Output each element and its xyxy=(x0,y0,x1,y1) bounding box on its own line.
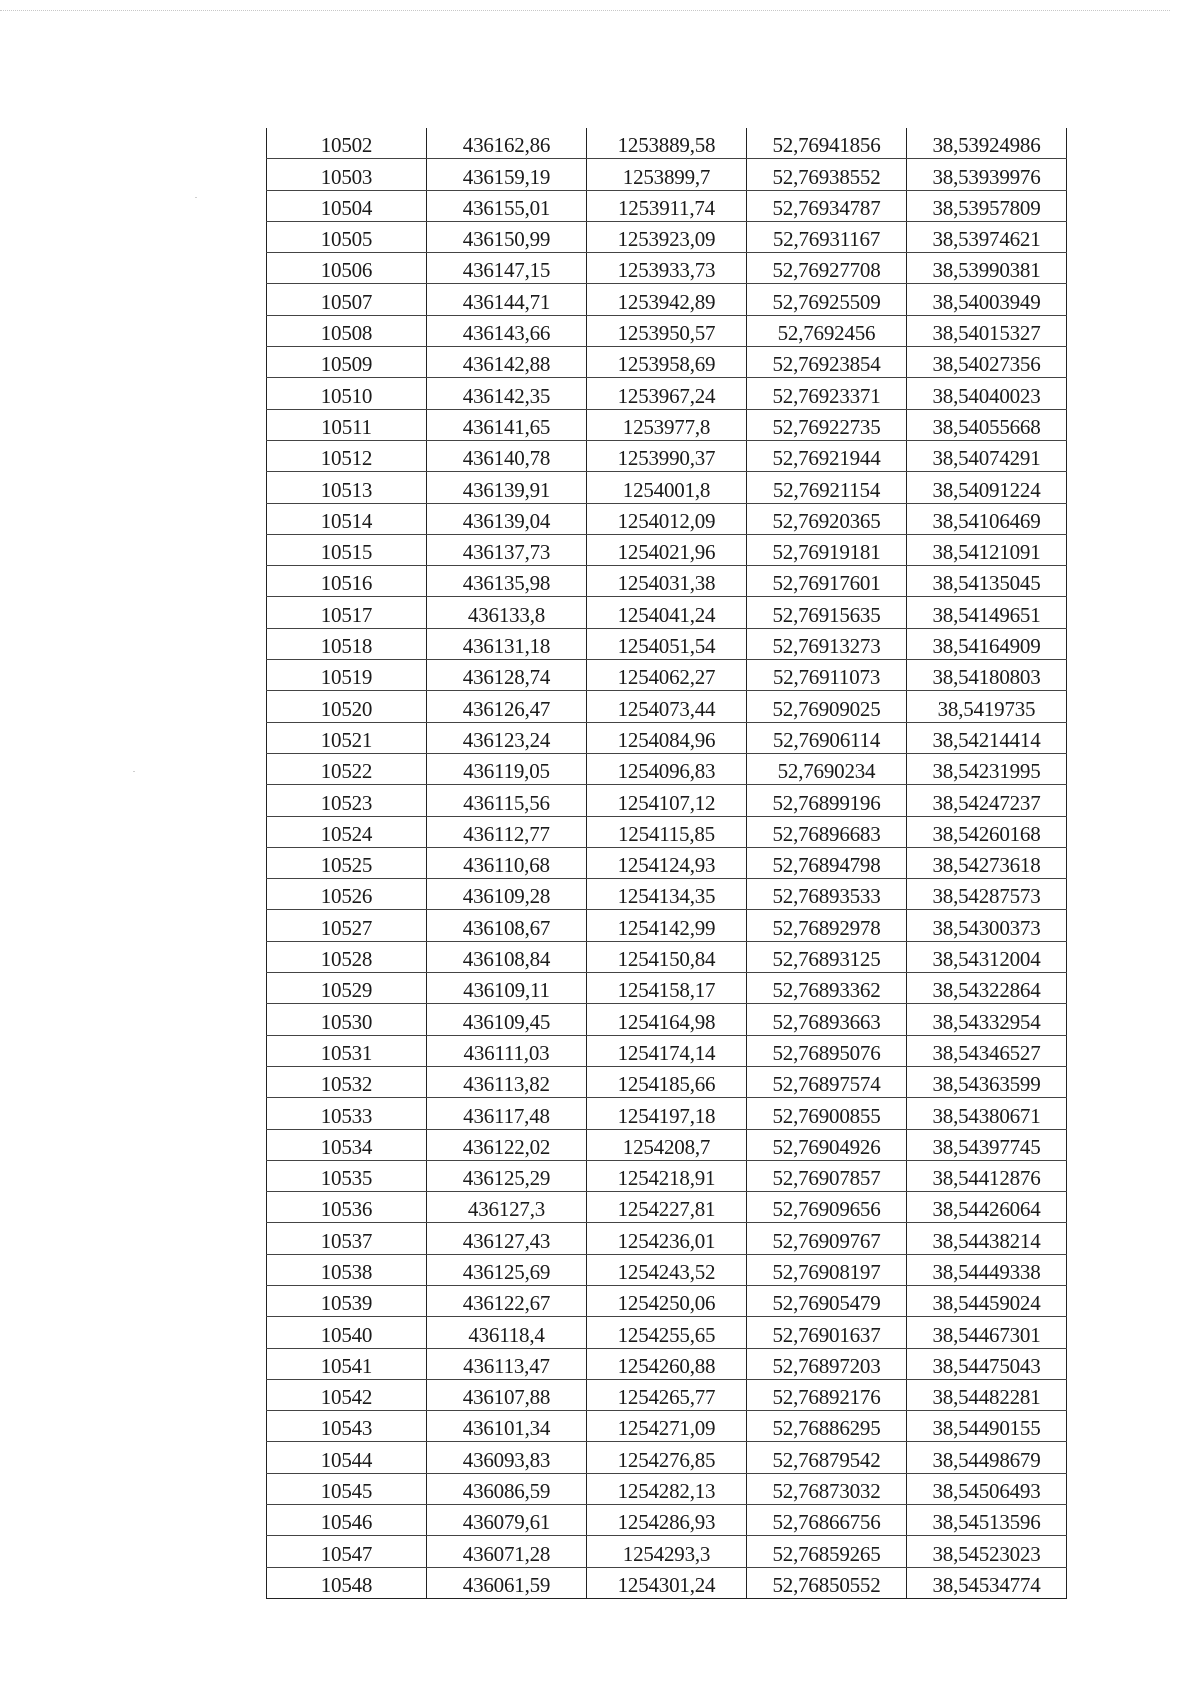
latitude-cell: 52,76892176 xyxy=(747,1379,907,1410)
latitude-cell: 52,76927708 xyxy=(747,253,907,284)
y-coordinate-cell: 1253889,58 xyxy=(587,128,747,159)
y-coordinate-cell: 1254031,38 xyxy=(587,566,747,597)
point-number-cell: 10520 xyxy=(267,691,427,722)
x-coordinate-cell: 436113,47 xyxy=(427,1348,587,1379)
latitude-cell: 52,76941856 xyxy=(747,128,907,159)
longitude-cell: 38,54231995 xyxy=(907,753,1067,784)
longitude-cell: 38,54482281 xyxy=(907,1379,1067,1410)
x-coordinate-cell: 436162,86 xyxy=(427,128,587,159)
x-coordinate-cell: 436159,19 xyxy=(427,159,587,190)
latitude-cell: 52,76913273 xyxy=(747,628,907,659)
table-row xyxy=(267,753,1067,784)
table-row xyxy=(267,1379,1067,1410)
point-number-cell: 10511 xyxy=(267,409,427,440)
latitude-cell: 52,76905479 xyxy=(747,1285,907,1316)
y-coordinate-cell: 1254012,09 xyxy=(587,503,747,534)
latitude-cell: 52,76909656 xyxy=(747,1192,907,1223)
x-coordinate-cell: 436135,98 xyxy=(427,566,587,597)
table-row xyxy=(267,1004,1067,1035)
point-number-cell: 10545 xyxy=(267,1473,427,1504)
y-coordinate-cell: 1253958,69 xyxy=(587,347,747,378)
latitude-cell: 52,76923371 xyxy=(747,378,907,409)
y-coordinate-cell: 1254096,83 xyxy=(587,753,747,784)
y-coordinate-cell: 1254084,96 xyxy=(587,722,747,753)
point-number-cell: 10523 xyxy=(267,785,427,816)
latitude-cell: 52,76892978 xyxy=(747,910,907,941)
table-row xyxy=(267,1223,1067,1254)
table-row xyxy=(267,1192,1067,1223)
latitude-cell: 52,76904926 xyxy=(747,1129,907,1160)
latitude-cell: 52,76859265 xyxy=(747,1536,907,1567)
latitude-cell: 52,76866756 xyxy=(747,1505,907,1536)
x-coordinate-cell: 436155,01 xyxy=(427,190,587,221)
latitude-cell: 52,76921154 xyxy=(747,472,907,503)
table-row xyxy=(267,1505,1067,1536)
table-row xyxy=(267,503,1067,534)
longitude-cell: 38,54363599 xyxy=(907,1066,1067,1097)
table-row xyxy=(267,566,1067,597)
y-coordinate-cell: 1253911,74 xyxy=(587,190,747,221)
x-coordinate-cell: 436142,88 xyxy=(427,347,587,378)
latitude-cell: 52,76909025 xyxy=(747,691,907,722)
table-row xyxy=(267,315,1067,346)
latitude-cell: 52,76895076 xyxy=(747,1035,907,1066)
x-coordinate-cell: 436109,28 xyxy=(427,879,587,910)
longitude-cell: 38,54260168 xyxy=(907,816,1067,847)
point-number-cell: 10513 xyxy=(267,472,427,503)
latitude-cell: 52,76873032 xyxy=(747,1473,907,1504)
coordinates-table-body xyxy=(267,128,1067,1598)
x-coordinate-cell: 436127,3 xyxy=(427,1192,587,1223)
x-coordinate-cell: 436111,03 xyxy=(427,1035,587,1066)
table-row xyxy=(267,190,1067,221)
table-row xyxy=(267,1536,1067,1567)
table-row xyxy=(267,973,1067,1004)
table-row xyxy=(267,1285,1067,1316)
x-coordinate-cell: 436109,45 xyxy=(427,1004,587,1035)
x-coordinate-cell: 436139,04 xyxy=(427,503,587,534)
point-number-cell: 10515 xyxy=(267,534,427,565)
longitude-cell: 38,54506493 xyxy=(907,1473,1067,1504)
y-coordinate-cell: 1253933,73 xyxy=(587,253,747,284)
scan-speck xyxy=(195,197,197,198)
y-coordinate-cell: 1254293,3 xyxy=(587,1536,747,1567)
longitude-cell: 38,54322864 xyxy=(907,973,1067,1004)
point-number-cell: 10514 xyxy=(267,503,427,534)
point-number-cell: 10504 xyxy=(267,190,427,221)
table-row xyxy=(267,159,1067,190)
latitude-cell: 52,76915635 xyxy=(747,597,907,628)
latitude-cell: 52,76911073 xyxy=(747,660,907,691)
longitude-cell: 38,54475043 xyxy=(907,1348,1067,1379)
point-number-cell: 10543 xyxy=(267,1411,427,1442)
point-number-cell: 10535 xyxy=(267,1160,427,1191)
point-number-cell: 10521 xyxy=(267,722,427,753)
x-coordinate-cell: 436108,84 xyxy=(427,941,587,972)
latitude-cell: 52,76893533 xyxy=(747,879,907,910)
point-number-cell: 10516 xyxy=(267,566,427,597)
point-number-cell: 10512 xyxy=(267,440,427,471)
table-row xyxy=(267,816,1067,847)
point-number-cell: 10522 xyxy=(267,753,427,784)
point-number-cell: 10537 xyxy=(267,1223,427,1254)
point-number-cell: 10547 xyxy=(267,1536,427,1567)
point-number-cell: 10507 xyxy=(267,284,427,315)
x-coordinate-cell: 436143,66 xyxy=(427,315,587,346)
y-coordinate-cell: 1253942,89 xyxy=(587,284,747,315)
longitude-cell: 38,54015327 xyxy=(907,315,1067,346)
x-coordinate-cell: 436093,83 xyxy=(427,1442,587,1473)
x-coordinate-cell: 436142,35 xyxy=(427,378,587,409)
scan-top-edge xyxy=(0,10,1170,11)
latitude-cell: 52,76897203 xyxy=(747,1348,907,1379)
longitude-cell: 38,54121091 xyxy=(907,534,1067,565)
longitude-cell: 38,54412876 xyxy=(907,1160,1067,1191)
y-coordinate-cell: 1254142,99 xyxy=(587,910,747,941)
y-coordinate-cell: 1254134,35 xyxy=(587,879,747,910)
longitude-cell: 38,53990381 xyxy=(907,253,1067,284)
longitude-cell: 38,54498679 xyxy=(907,1442,1067,1473)
x-coordinate-cell: 436118,4 xyxy=(427,1317,587,1348)
latitude-cell: 52,76921944 xyxy=(747,440,907,471)
table-row xyxy=(267,1254,1067,1285)
table-row xyxy=(267,785,1067,816)
table-row xyxy=(267,1160,1067,1191)
y-coordinate-cell: 1254208,7 xyxy=(587,1129,747,1160)
y-coordinate-cell: 1254001,8 xyxy=(587,472,747,503)
point-number-cell: 10532 xyxy=(267,1066,427,1097)
x-coordinate-cell: 436139,91 xyxy=(427,472,587,503)
table-row xyxy=(267,221,1067,252)
table-row xyxy=(267,440,1067,471)
latitude-cell: 52,76896683 xyxy=(747,816,907,847)
x-coordinate-cell: 436127,43 xyxy=(427,1223,587,1254)
latitude-cell: 52,76886295 xyxy=(747,1411,907,1442)
longitude-cell: 38,53974621 xyxy=(907,221,1067,252)
y-coordinate-cell: 1254115,85 xyxy=(587,816,747,847)
table-row xyxy=(267,284,1067,315)
point-number-cell: 10529 xyxy=(267,973,427,1004)
longitude-cell: 38,54534774 xyxy=(907,1567,1067,1598)
longitude-cell: 38,54346527 xyxy=(907,1035,1067,1066)
latitude-cell: 52,76934787 xyxy=(747,190,907,221)
point-number-cell: 10536 xyxy=(267,1192,427,1223)
point-number-cell: 10538 xyxy=(267,1254,427,1285)
x-coordinate-cell: 436140,78 xyxy=(427,440,587,471)
longitude-cell: 38,54300373 xyxy=(907,910,1067,941)
x-coordinate-cell: 436133,8 xyxy=(427,597,587,628)
y-coordinate-cell: 1254197,18 xyxy=(587,1098,747,1129)
longitude-cell: 38,53939976 xyxy=(907,159,1067,190)
latitude-cell: 52,76894798 xyxy=(747,847,907,878)
x-coordinate-cell: 436144,71 xyxy=(427,284,587,315)
longitude-cell: 38,54106469 xyxy=(907,503,1067,534)
latitude-cell: 52,76901637 xyxy=(747,1317,907,1348)
table-row xyxy=(267,1348,1067,1379)
table-row xyxy=(267,1129,1067,1160)
latitude-cell: 52,76850552 xyxy=(747,1567,907,1598)
table-row xyxy=(267,941,1067,972)
x-coordinate-cell: 436137,73 xyxy=(427,534,587,565)
longitude-cell: 38,54490155 xyxy=(907,1411,1067,1442)
longitude-cell: 38,54380671 xyxy=(907,1098,1067,1129)
point-number-cell: 10506 xyxy=(267,253,427,284)
longitude-cell: 38,54523023 xyxy=(907,1536,1067,1567)
latitude-cell: 52,76893663 xyxy=(747,1004,907,1035)
latitude-cell: 52,76900855 xyxy=(747,1098,907,1129)
point-number-cell: 10534 xyxy=(267,1129,427,1160)
latitude-cell: 52,7690234 xyxy=(747,753,907,784)
latitude-cell: 52,76879542 xyxy=(747,1442,907,1473)
table-row xyxy=(267,879,1067,910)
x-coordinate-cell: 436126,47 xyxy=(427,691,587,722)
y-coordinate-cell: 1254174,14 xyxy=(587,1035,747,1066)
table-row xyxy=(267,628,1067,659)
x-coordinate-cell: 436071,28 xyxy=(427,1536,587,1567)
longitude-cell: 38,54003949 xyxy=(907,284,1067,315)
point-number-cell: 10527 xyxy=(267,910,427,941)
longitude-cell: 38,54149651 xyxy=(907,597,1067,628)
point-number-cell: 10539 xyxy=(267,1285,427,1316)
y-coordinate-cell: 1253990,37 xyxy=(587,440,747,471)
point-number-cell: 10518 xyxy=(267,628,427,659)
point-number-cell: 10544 xyxy=(267,1442,427,1473)
table-row xyxy=(267,1035,1067,1066)
point-number-cell: 10517 xyxy=(267,597,427,628)
y-coordinate-cell: 1254051,54 xyxy=(587,628,747,659)
point-number-cell: 10541 xyxy=(267,1348,427,1379)
x-coordinate-cell: 436107,88 xyxy=(427,1379,587,1410)
table-row xyxy=(267,597,1067,628)
point-number-cell: 10533 xyxy=(267,1098,427,1129)
y-coordinate-cell: 1254158,17 xyxy=(587,973,747,1004)
y-coordinate-cell: 1254164,98 xyxy=(587,1004,747,1035)
longitude-cell: 38,54091224 xyxy=(907,472,1067,503)
y-coordinate-cell: 1253923,09 xyxy=(587,221,747,252)
longitude-cell: 38,54273618 xyxy=(907,847,1067,878)
table-row xyxy=(267,660,1067,691)
y-coordinate-cell: 1254107,12 xyxy=(587,785,747,816)
longitude-cell: 38,54074291 xyxy=(907,440,1067,471)
x-coordinate-cell: 436150,99 xyxy=(427,221,587,252)
latitude-cell: 52,76897574 xyxy=(747,1066,907,1097)
x-coordinate-cell: 436131,18 xyxy=(427,628,587,659)
x-coordinate-cell: 436141,65 xyxy=(427,409,587,440)
x-coordinate-cell: 436110,68 xyxy=(427,847,587,878)
latitude-cell: 52,76931167 xyxy=(747,221,907,252)
longitude-cell: 38,54449338 xyxy=(907,1254,1067,1285)
latitude-cell: 52,76925509 xyxy=(747,284,907,315)
x-coordinate-cell: 436112,77 xyxy=(427,816,587,847)
y-coordinate-cell: 1254124,93 xyxy=(587,847,747,878)
longitude-cell: 38,54027356 xyxy=(907,347,1067,378)
table-row xyxy=(267,253,1067,284)
x-coordinate-cell: 436113,82 xyxy=(427,1066,587,1097)
longitude-cell: 38,54513596 xyxy=(907,1505,1067,1536)
latitude-cell: 52,76923854 xyxy=(747,347,907,378)
x-coordinate-cell: 436128,74 xyxy=(427,660,587,691)
longitude-cell: 38,54214414 xyxy=(907,722,1067,753)
point-number-cell: 10525 xyxy=(267,847,427,878)
y-coordinate-cell: 1254301,24 xyxy=(587,1567,747,1598)
latitude-cell: 52,76938552 xyxy=(747,159,907,190)
x-coordinate-cell: 436086,59 xyxy=(427,1473,587,1504)
table-row xyxy=(267,722,1067,753)
longitude-cell: 38,54180803 xyxy=(907,660,1067,691)
table-row xyxy=(267,847,1067,878)
point-number-cell: 10531 xyxy=(267,1035,427,1066)
y-coordinate-cell: 1253950,57 xyxy=(587,315,747,346)
x-coordinate-cell: 436122,02 xyxy=(427,1129,587,1160)
longitude-cell: 38,54397745 xyxy=(907,1129,1067,1160)
x-coordinate-cell: 436117,48 xyxy=(427,1098,587,1129)
point-number-cell: 10503 xyxy=(267,159,427,190)
point-number-cell: 10524 xyxy=(267,816,427,847)
x-coordinate-cell: 436119,05 xyxy=(427,753,587,784)
longitude-cell: 38,54055668 xyxy=(907,409,1067,440)
point-number-cell: 10502 xyxy=(267,128,427,159)
longitude-cell: 38,53957809 xyxy=(907,190,1067,221)
x-coordinate-cell: 436125,69 xyxy=(427,1254,587,1285)
point-number-cell: 10528 xyxy=(267,941,427,972)
table-row xyxy=(267,409,1067,440)
y-coordinate-cell: 1254218,91 xyxy=(587,1160,747,1191)
longitude-cell: 38,54164909 xyxy=(907,628,1067,659)
x-coordinate-cell: 436108,67 xyxy=(427,910,587,941)
point-number-cell: 10510 xyxy=(267,378,427,409)
point-number-cell: 10542 xyxy=(267,1379,427,1410)
x-coordinate-cell: 436123,24 xyxy=(427,722,587,753)
longitude-cell: 38,53924986 xyxy=(907,128,1067,159)
table-row xyxy=(267,347,1067,378)
y-coordinate-cell: 1254250,06 xyxy=(587,1285,747,1316)
y-coordinate-cell: 1254227,81 xyxy=(587,1192,747,1223)
table-row xyxy=(267,1098,1067,1129)
y-coordinate-cell: 1254255,65 xyxy=(587,1317,747,1348)
document-page xyxy=(266,128,1066,1599)
x-coordinate-cell: 436101,34 xyxy=(427,1411,587,1442)
point-number-cell: 10526 xyxy=(267,879,427,910)
point-number-cell: 10508 xyxy=(267,315,427,346)
table-row xyxy=(267,1442,1067,1473)
point-number-cell: 10505 xyxy=(267,221,427,252)
table-row xyxy=(267,378,1067,409)
y-coordinate-cell: 1254185,66 xyxy=(587,1066,747,1097)
point-number-cell: 10530 xyxy=(267,1004,427,1035)
table-row xyxy=(267,1066,1067,1097)
y-coordinate-cell: 1254276,85 xyxy=(587,1442,747,1473)
latitude-cell: 52,76893362 xyxy=(747,973,907,1004)
latitude-cell: 52,76907857 xyxy=(747,1160,907,1191)
table-row xyxy=(267,1317,1067,1348)
y-coordinate-cell: 1254286,93 xyxy=(587,1505,747,1536)
table-row xyxy=(267,910,1067,941)
x-coordinate-cell: 436147,15 xyxy=(427,253,587,284)
latitude-cell: 52,76909767 xyxy=(747,1223,907,1254)
x-coordinate-cell: 436109,11 xyxy=(427,973,587,1004)
latitude-cell: 52,76908197 xyxy=(747,1254,907,1285)
longitude-cell: 38,5419735 xyxy=(907,691,1067,722)
point-number-cell: 10509 xyxy=(267,347,427,378)
table-row xyxy=(267,534,1067,565)
y-coordinate-cell: 1254062,27 xyxy=(587,660,747,691)
y-coordinate-cell: 1254021,96 xyxy=(587,534,747,565)
latitude-cell: 52,7692456 xyxy=(747,315,907,346)
longitude-cell: 38,54287573 xyxy=(907,879,1067,910)
table-row xyxy=(267,128,1067,159)
y-coordinate-cell: 1253977,8 xyxy=(587,409,747,440)
latitude-cell: 52,76917601 xyxy=(747,566,907,597)
y-coordinate-cell: 1253967,24 xyxy=(587,378,747,409)
y-coordinate-cell: 1254243,52 xyxy=(587,1254,747,1285)
longitude-cell: 38,54426064 xyxy=(907,1192,1067,1223)
x-coordinate-cell: 436122,67 xyxy=(427,1285,587,1316)
longitude-cell: 38,54135045 xyxy=(907,566,1067,597)
latitude-cell: 52,76906114 xyxy=(747,722,907,753)
point-number-cell: 10548 xyxy=(267,1567,427,1598)
latitude-cell: 52,76893125 xyxy=(747,941,907,972)
y-coordinate-cell: 1254150,84 xyxy=(587,941,747,972)
longitude-cell: 38,54332954 xyxy=(907,1004,1067,1035)
y-coordinate-cell: 1254041,24 xyxy=(587,597,747,628)
y-coordinate-cell: 1254271,09 xyxy=(587,1411,747,1442)
table-row xyxy=(267,1411,1067,1442)
table-row xyxy=(267,472,1067,503)
latitude-cell: 52,76920365 xyxy=(747,503,907,534)
x-coordinate-cell: 436061,59 xyxy=(427,1567,587,1598)
latitude-cell: 52,76922735 xyxy=(747,409,907,440)
y-coordinate-cell: 1254260,88 xyxy=(587,1348,747,1379)
table-row xyxy=(267,1473,1067,1504)
y-coordinate-cell: 1253899,7 xyxy=(587,159,747,190)
longitude-cell: 38,54459024 xyxy=(907,1285,1067,1316)
point-number-cell: 10519 xyxy=(267,660,427,691)
latitude-cell: 52,76919181 xyxy=(747,534,907,565)
coordinates-table xyxy=(266,128,1067,1599)
table-row xyxy=(267,691,1067,722)
table-row xyxy=(267,1567,1067,1598)
longitude-cell: 38,54040023 xyxy=(907,378,1067,409)
x-coordinate-cell: 436125,29 xyxy=(427,1160,587,1191)
x-coordinate-cell: 436115,56 xyxy=(427,785,587,816)
y-coordinate-cell: 1254236,01 xyxy=(587,1223,747,1254)
longitude-cell: 38,54467301 xyxy=(907,1317,1067,1348)
latitude-cell: 52,76899196 xyxy=(747,785,907,816)
y-coordinate-cell: 1254282,13 xyxy=(587,1473,747,1504)
x-coordinate-cell: 436079,61 xyxy=(427,1505,587,1536)
y-coordinate-cell: 1254073,44 xyxy=(587,691,747,722)
longitude-cell: 38,54312004 xyxy=(907,941,1067,972)
y-coordinate-cell: 1254265,77 xyxy=(587,1379,747,1410)
scan-speck xyxy=(133,771,135,772)
point-number-cell: 10546 xyxy=(267,1505,427,1536)
longitude-cell: 38,54438214 xyxy=(907,1223,1067,1254)
longitude-cell: 38,54247237 xyxy=(907,785,1067,816)
point-number-cell: 10540 xyxy=(267,1317,427,1348)
